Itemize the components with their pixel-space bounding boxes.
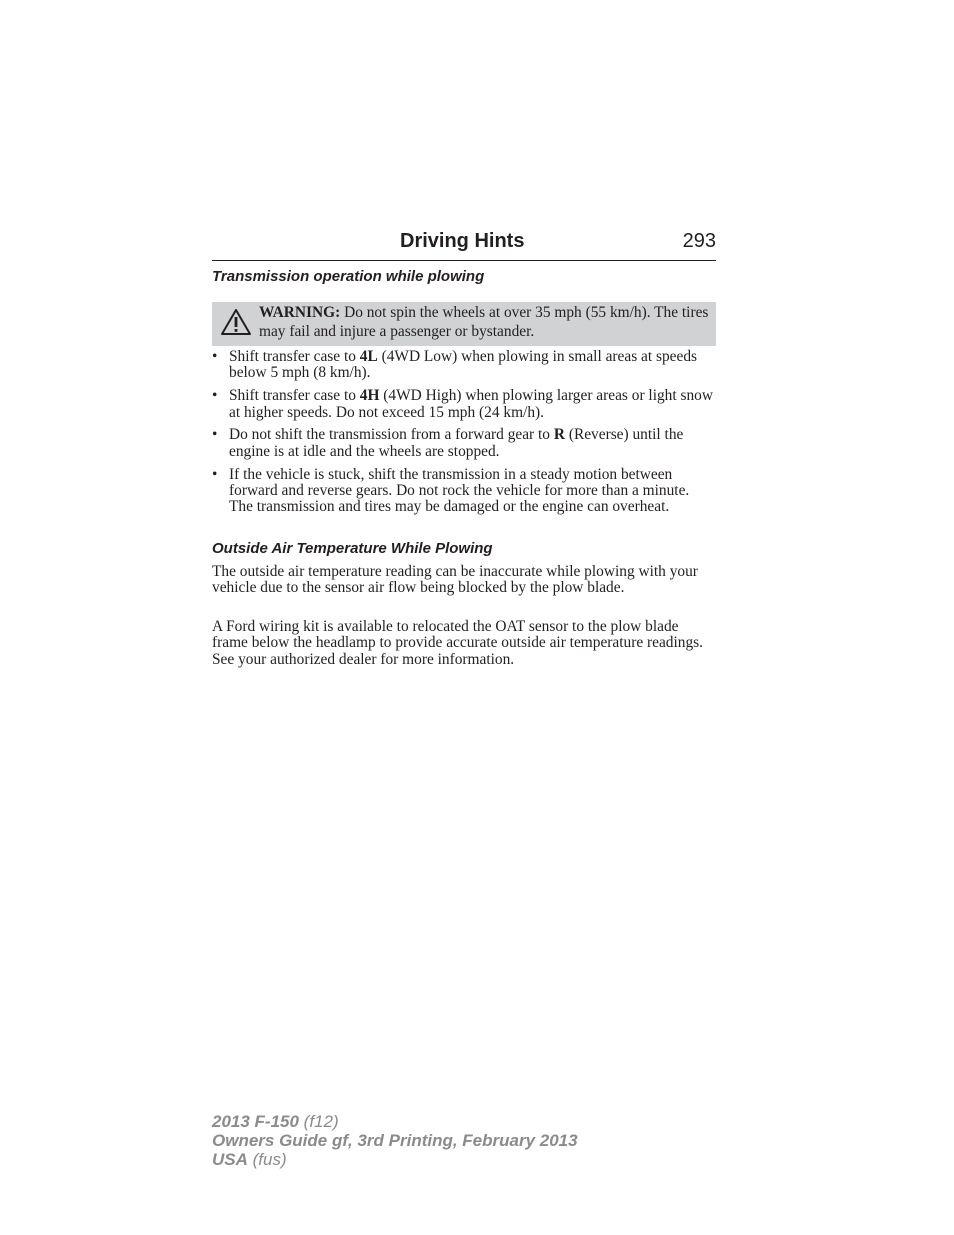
bullet-dot: •	[212, 426, 218, 444]
bullet-dot: •	[212, 387, 218, 405]
footer-model: 2013 F-150	[212, 1112, 299, 1131]
list-item-text: Shift transfer case to	[229, 387, 360, 405]
page-footer	[212, 1112, 578, 1169]
list-item-bold: 4H	[359, 387, 380, 405]
footer-market: USA	[212, 1150, 248, 1169]
list-item-bold: 4L	[359, 348, 378, 365]
footer-line-model	[212, 1112, 578, 1131]
page-number: 293	[682, 230, 716, 252]
list-item-bold: R	[553, 426, 565, 444]
list-item-text: (4WD High) when plowing larger areas or light snow at higher speeds. Do not exceed 15 mph (24 km/h).	[229, 387, 713, 421]
footer-model-code: (f12)	[298, 1112, 339, 1131]
warning-box	[212, 302, 716, 346]
warning-text	[259, 303, 711, 341]
warning-triangle-icon	[220, 308, 252, 336]
warning-body: Do not spin the wheels at over 35 mph (55 km/h). The tires may fail and injure a passenger or bystander.	[259, 304, 709, 340]
list-item-text: (4WD Low) when plowing in small areas at speeds below 5 mph (8 km/h).	[229, 348, 698, 382]
list-item	[212, 349, 716, 382]
list-item	[212, 427, 716, 460]
list-item-text: Shift transfer case to	[229, 348, 360, 365]
list-item	[212, 467, 716, 516]
section-heading-outside-air: Outside Air Temperature While Plowing	[212, 540, 493, 557]
warning-label: WARNING:	[259, 304, 341, 321]
footer-line-market	[212, 1150, 578, 1169]
body-paragraph: A Ford wiring kit is available to relocated the OAT sensor to the plow blade frame below the headlamp to provide accurate outside air temperature readings. See your authorized dealer for more information.	[212, 618, 704, 668]
bullet-dot: •	[212, 348, 218, 365]
bullet-dot: •	[212, 465, 218, 483]
bullet-list	[212, 349, 716, 522]
list-item	[212, 388, 716, 421]
list-item-text: (Reverse) until the engine is at idle and the wheels are stopped.	[229, 426, 684, 460]
footer-guide-info: Owners Guide gf, 3rd Printing, February 2013	[212, 1131, 578, 1150]
footer-market-code: (fus)	[247, 1150, 287, 1169]
body-paragraph: The outside air temperature reading can be inaccurate while plowing with your vehicle due to the sensor air flow being blocked by the plow blade.	[212, 563, 698, 597]
list-item-text: Do not shift the transmission from a forward gear to	[229, 426, 554, 444]
page-header	[212, 228, 716, 261]
chapter-title: Driving Hints	[400, 230, 525, 252]
list-item-text: If the vehicle is stuck, shift the transmission in a steady motion between forward and reverse gears. Do not rock the vehicle for more than a minute. The transmission and tires may be damaged or the engine can overheat.	[229, 465, 690, 516]
section-heading-transmission: Transmission operation while plowing	[212, 268, 485, 285]
